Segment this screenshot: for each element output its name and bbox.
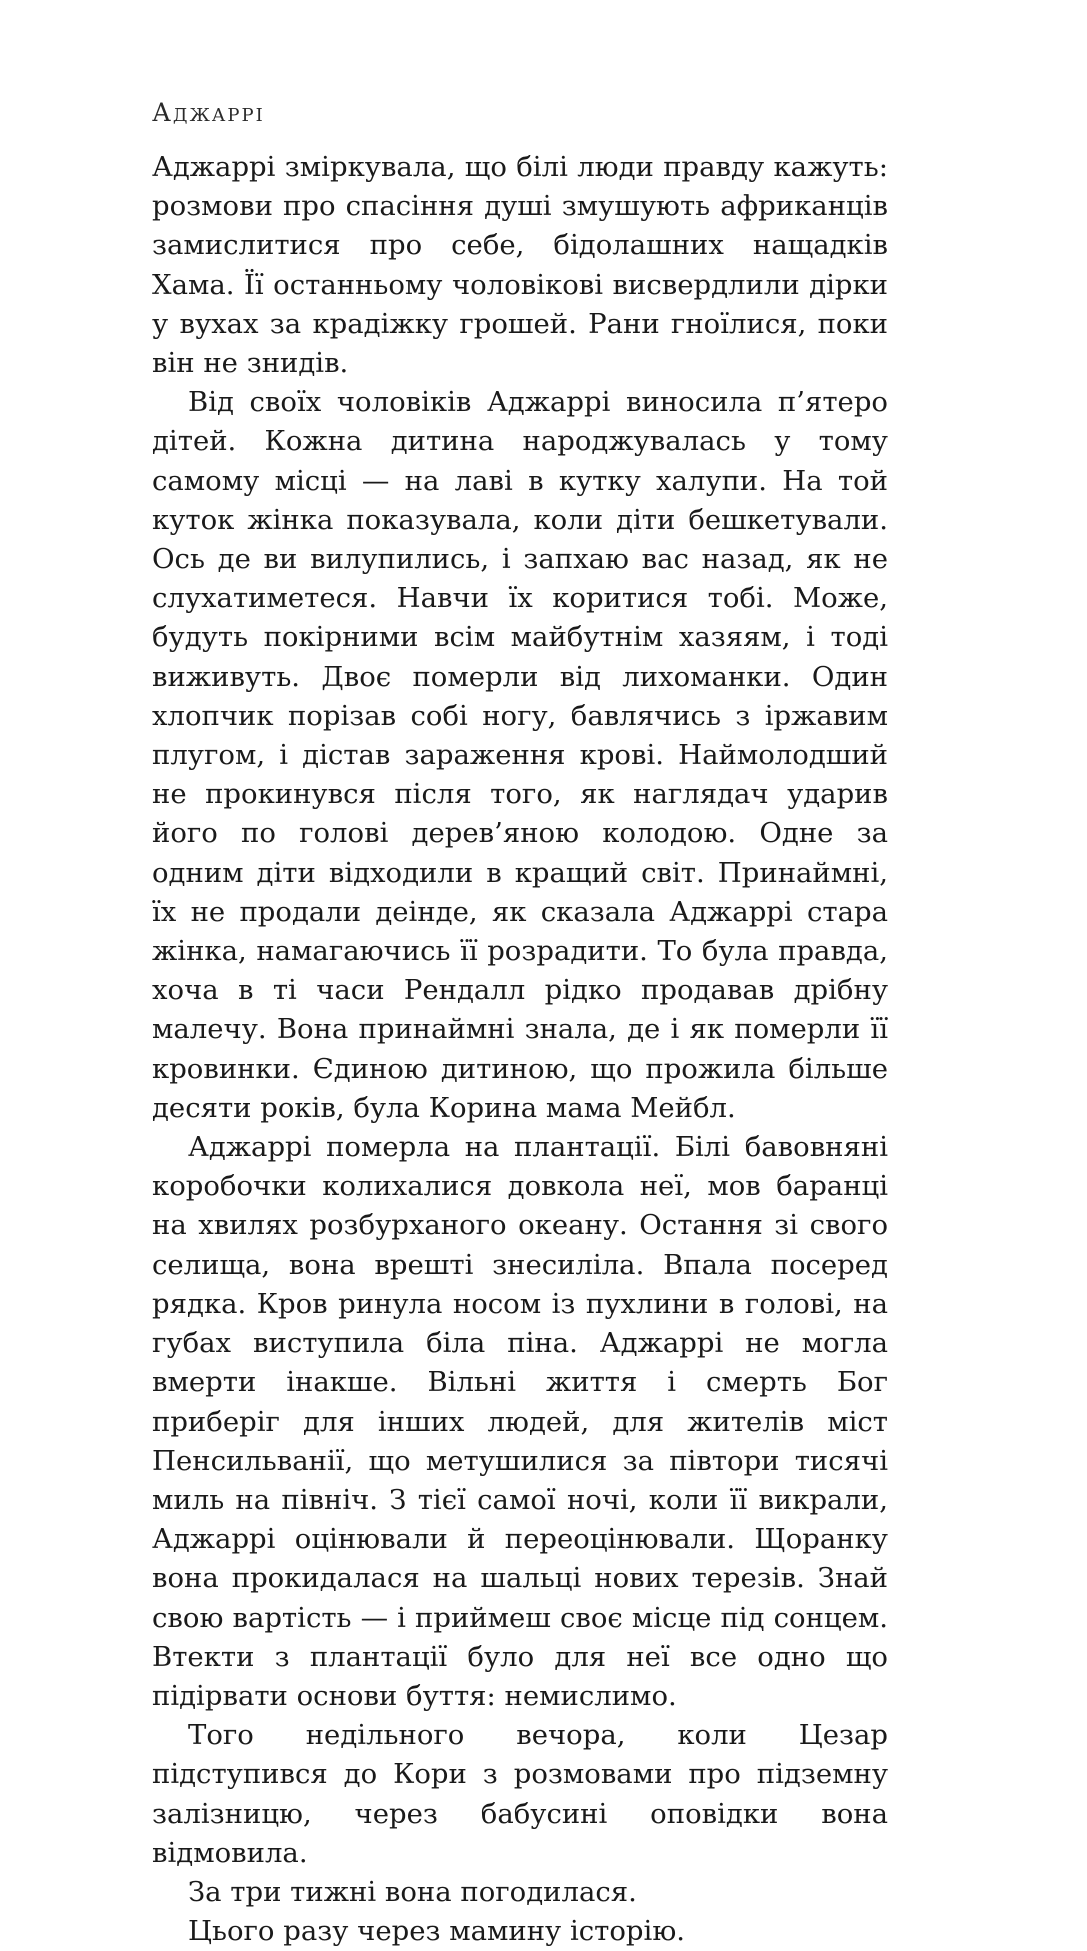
paragraph: Аджаррі померла на плантації. Білі бавовняні коробочки колихалися довкола неї, мов баранці на хвилях розбурханого океану. Остання зі свого селища, вона врешті знесиліла. Впала посеред рядка. Кров ринула носом із пухлини в голові, на губах виступила біла піна. Аджаррі не могла вмерти інакше. Вільні життя і смерть Бог приберіг для інших людей, для жителів міст Пенсильванії, що метушилися за півтори тисячі миль на північ. З тієї самої ночі, коли її викрали, Аджаррі оцінювали й переоцінювали. Щоранку вона прокидалася на шальці нових терезів. Знай свою вартість — і приймеш своє місце під сонцем. Втекти з плантації було для неї все одно що підірвати основи буття: немислимо. (152, 1131, 888, 1712)
paragraph: Від своїх чоловіків Аджаррі виносила п’ятеро дітей. Кожна дитина народжувалась у тому самому місці — на лаві в кутку халупи. На той куток жінка показувала, коли діти бешкетували. Ось де ви вилупились, і запхаю вас назад, як не слухатиметеся. Навчи їх коритися тобі. Може, будуть покірними всім майбутнім хазяям, і тоді виживуть. Двоє померли від лихоманки. Один хлопчик порізав собі ногу, бавлячись з іржавим плугом, і дістав зараження крові. Наймолодший не прокинувся після того, як наглядач ударив його по голові дерев’яною колодою. Одне за одним діти відходили в кращий світ. Принаймні, їх не продали деінде, як сказала Аджаррі стара жінка, намагаючись її розрадити. То була правда, хоча в ті часи Рендалл рідко продавав дрібну малечу. Вона принаймні знала, де і як померли її кровинки. Єдиною дитиною, що прожила більше десяти років, була Корина мама Мейбл. (152, 386, 888, 1124)
paragraph: Аджаррі зміркувала, що білі люди правду кажуть: розмови про спасіння душі змушують африканців замислитися про себе, бідолашних нащадків Хама. Її останньому чоловікові висвердлили дірки у вухах за крадіжку грошей. Рани гноїлися, поки він не знидів. (152, 151, 888, 380)
body-text (152, 148, 888, 1951)
paragraph: Того недільного вечора, коли Цезар підступився до Кори з розмовами про підземну залізницю, через бабусині оповідки вона відмовила. (152, 1719, 888, 1869)
paragraph: За три тижні вона погодилася. (188, 1875, 637, 1908)
paragraph: Цього разу через мамину історію. (188, 1915, 686, 1948)
running-head: Аджаррі (152, 98, 265, 127)
